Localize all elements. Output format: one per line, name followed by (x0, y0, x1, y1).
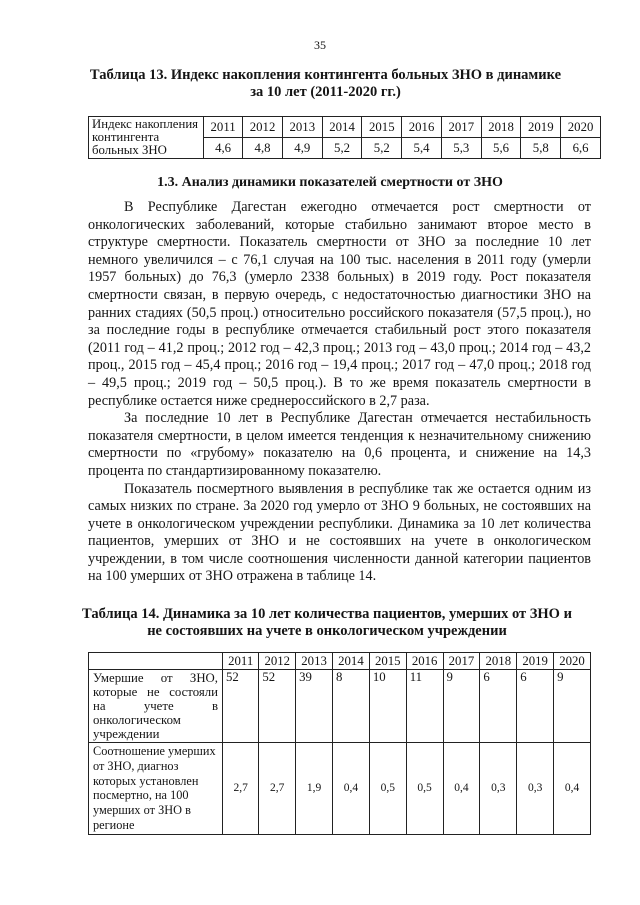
table-13-value: 4,8 (243, 138, 283, 159)
table-14-year: 2012 (259, 653, 296, 670)
table-14-value: 0,4 (333, 743, 370, 835)
table-14-value: 0,4 (443, 743, 480, 835)
table-13-year: 2019 (521, 117, 561, 138)
table-14-value: 52 (223, 670, 259, 743)
page-number: 35 (314, 38, 326, 52)
table-14-value: 10 (369, 670, 406, 743)
table-14-value: 1,9 (296, 743, 333, 835)
paragraph: Показатель посмертного выявления в республике так же остается одним из самых низких по стране. За 2020 год умерло от ЗНО 9 больных, не состоявших на учете в онкологическом учреждении республики. Динамика за 10 лет количества пациентов, умерших от ЗНО и не состоявших на учете в онкологическом учреждении, в том числе соотношения численности данной категории пациентов на 100 умерших от ЗНО отражена в таблице 14. (88, 480, 591, 585)
table-14-year: 2019 (517, 653, 554, 670)
table-14-value: 11 (406, 670, 443, 743)
table-14-year: 2014 (333, 653, 370, 670)
table-13-year: 2020 (561, 117, 601, 138)
table-14-row-label: Умершие от ЗНО, которые не состояли на учете в онкологическом учреждении (89, 670, 223, 743)
table-row (89, 670, 591, 743)
table-14-value: 8 (333, 670, 370, 743)
table-13-caption: Таблица 13. Индекс накопления контингента больных ЗНО в динамике за 10 лет (2011-2020 гг.) (89, 67, 562, 100)
table-13-year: 2013 (282, 117, 322, 138)
table-13-value: 4,9 (282, 138, 322, 159)
table-13-value: 5,6 (481, 138, 521, 159)
table-14-value: 9 (554, 670, 591, 743)
table-row (89, 743, 591, 835)
table-14-value: 0,3 (480, 743, 517, 835)
table-14-year: 2018 (480, 653, 517, 670)
table-14-corner (89, 653, 223, 670)
table-14-year: 2015 (369, 653, 406, 670)
table-14-value: 0,5 (369, 743, 406, 835)
table-14-value: 0,4 (554, 743, 591, 835)
table-row (89, 653, 591, 670)
body-text (88, 199, 591, 586)
table-14-value: 0,5 (406, 743, 443, 835)
table-14-value: 52 (259, 670, 296, 743)
table-13-year: 2016 (402, 117, 442, 138)
table-14-caption: Таблица 14. Динамика за 10 лет количества пациентов, умерших от ЗНО и не состоявших на учете в онкологическом учреждении (82, 606, 572, 639)
table-13-year: 2011 (204, 117, 243, 138)
table-13-value: 5,8 (521, 138, 561, 159)
paragraph: За последние 10 лет в Республике Дагестан отмечается нестабильность показателя смертности, в целом имеется тенденция к незначительному снижению смертности по «грубому» показателю на 0,6 процента, и снижение на 14,3 процента по стандартизированному показателю. (88, 410, 591, 479)
table-14-value: 6 (517, 670, 554, 743)
table-13-value: 5,2 (322, 138, 362, 159)
table-14-year: 2020 (554, 653, 591, 670)
table-14-row-label: Соотношение умерших от ЗНО, диагноз которых установлен посмертно, на 100 умерших от ЗНО в регионе (89, 743, 223, 835)
table-13-year: 2012 (243, 117, 283, 138)
table-14-year: 2013 (296, 653, 333, 670)
table-14 (88, 652, 591, 835)
table-14-value: 2,7 (223, 743, 259, 835)
table-14-year: 2011 (223, 653, 259, 670)
table-13-value: 6,6 (561, 138, 601, 159)
table-14-year: 2016 (406, 653, 443, 670)
table-13-year: 2018 (481, 117, 521, 138)
section-title: 1.3. Анализ динамики показателей смертности от ЗНО (157, 175, 503, 190)
table-14-value: 2,7 (259, 743, 296, 835)
table-14-value: 39 (296, 670, 333, 743)
table-13-value: 5,3 (441, 138, 481, 159)
table-13-year: 2015 (362, 117, 402, 138)
table-row (89, 117, 601, 138)
table-14-value: 9 (443, 670, 480, 743)
table-13-value: 4,6 (204, 138, 243, 159)
table-13 (88, 116, 601, 159)
table-14-value: 0,3 (517, 743, 554, 835)
table-13-row-label: Индекс накопления контингента больных ЗНО (89, 117, 204, 159)
table-13-value: 5,4 (402, 138, 442, 159)
table-13-value: 5,2 (362, 138, 402, 159)
table-14-value: 6 (480, 670, 517, 743)
table-13-year: 2014 (322, 117, 362, 138)
table-14-year: 2017 (443, 653, 480, 670)
table-13-year: 2017 (441, 117, 481, 138)
paragraph: В Республике Дагестан ежегодно отмечается рост смертности от онкологических заболеваний, которые стабильно занимают второе место в структуре смертности. Показатель смертности от ЗНО за последние 10 лет немного увеличился – с 76,1 случая на 100 тыс. населения в 2011 году (умерли 1957 больных) до 76,3 (умерло 2338 больных) в 2019 году. Рост показателя смертности связан, в первую очередь, с недостаточностью диагностики ЗНО на ранних стадиях (50,5 проц.) относительно российского показателя (57,5 проц.), но за последние годы в республике отмечается стабильный рост этого показателя (2011 год – 41,2 проц.; 2012 год – 42,3 проц.; 2013 год – 43,0 проц.; 2014 год – 43,2 проц., 2015 год – 45,4 проц.; 2016 год – 19,4 проц.; 2017 год – 47,0 проц.; 2018 год – 49,5 проц.; 2019 год – 50,5 проц.). В то же время показатель смертности в республике остается ниже среднероссийского в 2,7 раза. (88, 199, 591, 409)
